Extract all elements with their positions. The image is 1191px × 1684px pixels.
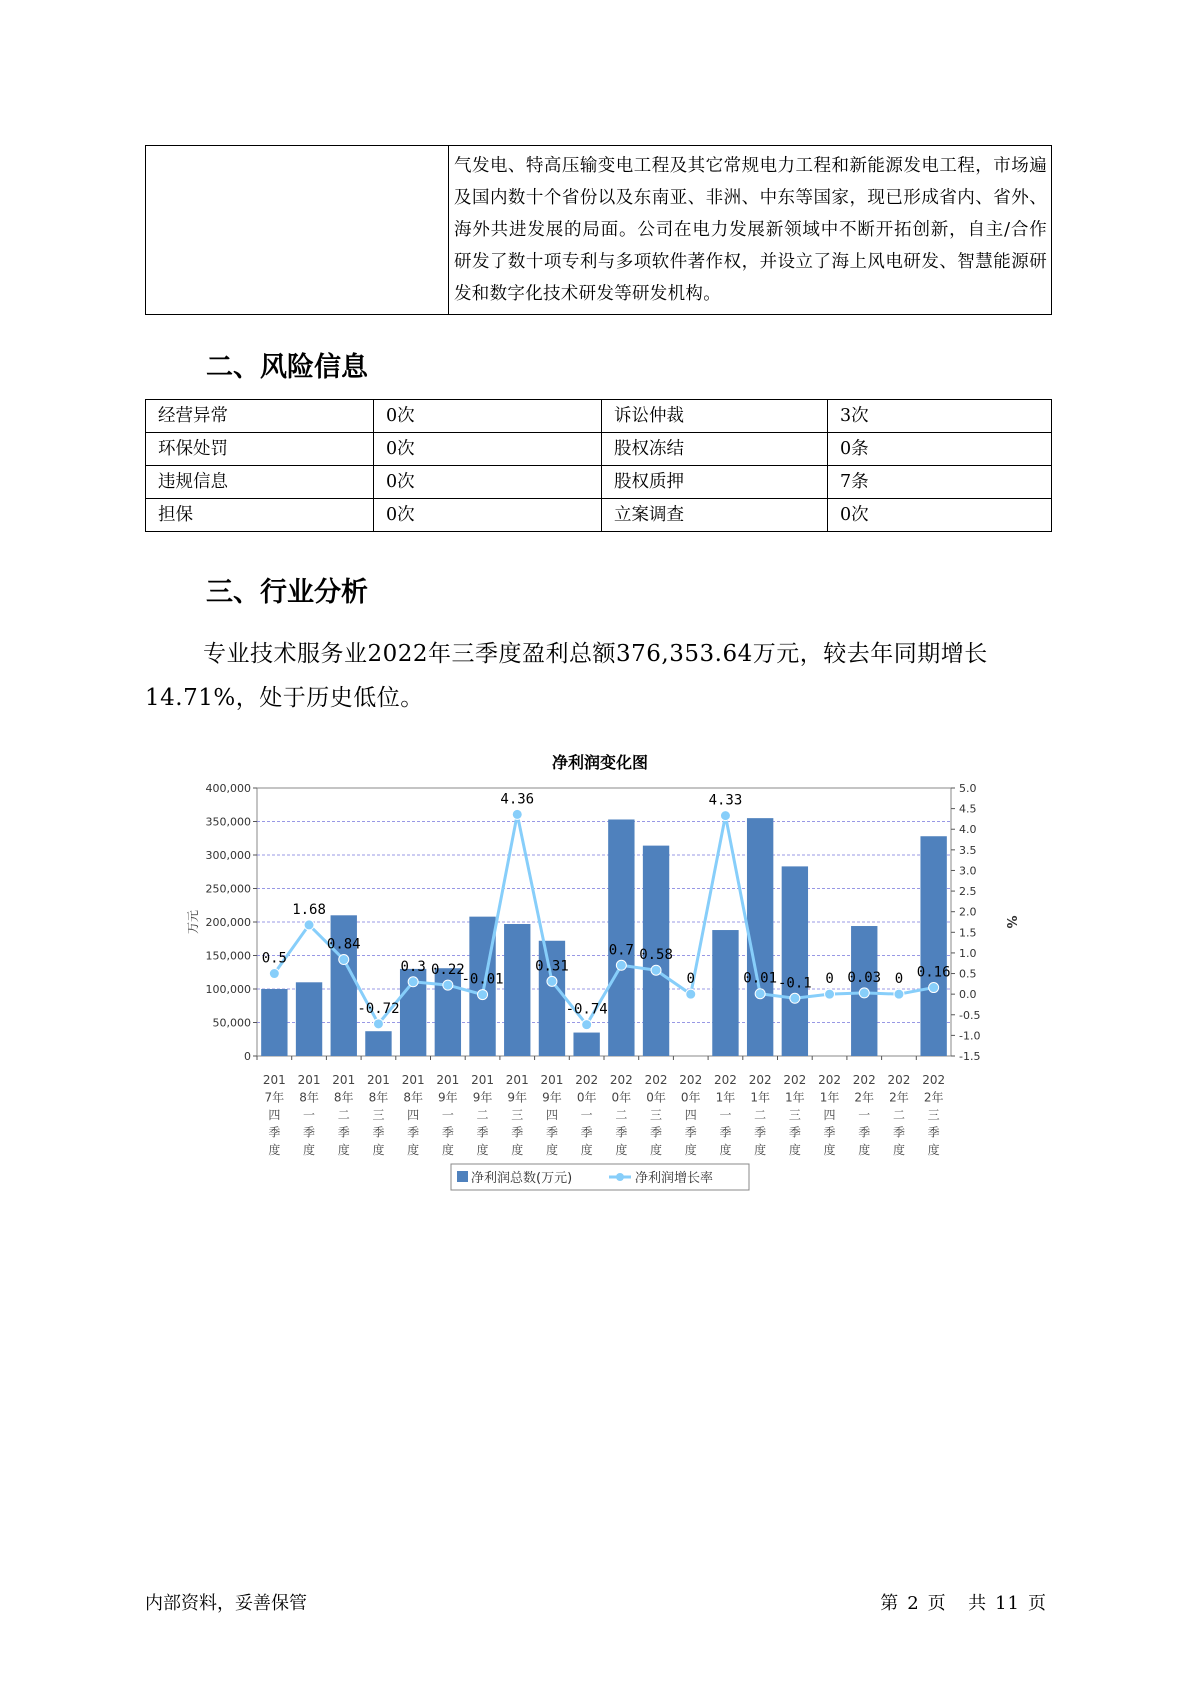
industry-paragraph: 专业技术服务业2022年三季度盈利总额376,353.64万元，较去年同期增长14.71%，处于历史低位。 [145, 641, 988, 711]
footer-total-label-a: 共 [968, 1593, 988, 1614]
y2-tick-label: 3.5 [959, 843, 977, 857]
bar [747, 818, 773, 1056]
y2-tick-label: -0.5 [959, 1008, 981, 1022]
growth-point [755, 989, 765, 999]
risk-label: 经营异常 [146, 400, 374, 433]
footer-page-num: 2 [907, 1593, 920, 1614]
x-tick-label: 202 1年二季度 [748, 1073, 772, 1157]
growth-label: 0 [825, 971, 834, 988]
growth-point [894, 989, 904, 999]
growth-point [720, 811, 730, 821]
intro-table-left-cell [146, 146, 449, 315]
x-tick-label: 202 1年四季度 [818, 1073, 842, 1157]
y-tick-label: 200,000 [205, 916, 251, 929]
x-tick-label: 201 9年三季度 [505, 1073, 529, 1157]
y-tick-label: 250,000 [205, 882, 251, 896]
y2-tick-label: -1.0 [959, 1029, 981, 1043]
growth-label: 4.36 [500, 791, 535, 808]
net-profit-chart [175, 738, 1035, 1198]
risk-row [146, 466, 1052, 499]
growth-label: 4.33 [708, 792, 743, 809]
y-tick-label: 100,000 [205, 983, 251, 996]
y2-axis-title: % [1003, 915, 1018, 929]
x-tick-label: 201 8年四季度 [401, 1073, 425, 1157]
risk-label: 股权冻结 [602, 433, 828, 466]
legend-line-marker [616, 1173, 624, 1181]
y2-tick-label: 1.0 [959, 946, 977, 960]
footer-page-label-a: 第 [880, 1593, 900, 1614]
intro-table-right-cell [449, 146, 1052, 315]
risk-label: 担保 [146, 499, 374, 532]
growth-label: 0.22 [430, 962, 465, 979]
growth-point [443, 980, 453, 990]
intro-table [145, 145, 1052, 315]
risk-value: 0次 [374, 433, 602, 466]
footer-confidential: 内部资料，妥善保管 [145, 1593, 307, 1614]
bar [296, 982, 322, 1056]
risk-value: 0条 [828, 433, 1052, 466]
risk-value: 0次 [828, 499, 1052, 532]
y2-tick-label: 3.0 [959, 864, 977, 878]
bar [608, 819, 634, 1056]
risk-heading: 二、风险信息 [206, 352, 368, 383]
growth-label: 0.01 [743, 970, 778, 987]
footer-page-info [876, 1589, 1051, 1615]
x-tick-label: 201 9年四季度 [540, 1073, 564, 1157]
risk-row [146, 400, 1052, 433]
bar [504, 924, 530, 1056]
risk-label: 违规信息 [146, 466, 374, 499]
chart-title: 净利润变化图 [551, 753, 648, 772]
risk-label: 立案调查 [602, 499, 828, 532]
growth-label: 0.3 [400, 958, 426, 975]
risk-value: 3次 [828, 400, 1052, 433]
x-tick-label: 202 0年三季度 [644, 1073, 668, 1157]
growth-label: 0.7 [608, 942, 634, 959]
bar [712, 930, 738, 1056]
footer-total-label-b: 页 [1028, 1593, 1047, 1614]
x-tick-label: 202 0年二季度 [609, 1073, 633, 1157]
x-tick-label: 202 0年一季度 [575, 1073, 599, 1157]
growth-label: -0.1 [777, 975, 812, 992]
y-axis-title: 万元 [186, 909, 200, 935]
risk-label: 股权质押 [602, 466, 828, 499]
growth-label: 0.03 [847, 969, 882, 986]
legend-bar-swatch [457, 1171, 468, 1182]
growth-point [547, 976, 557, 986]
growth-label: 0.5 [261, 950, 287, 967]
risk-value: 7条 [828, 466, 1052, 499]
growth-label: 1.68 [292, 901, 326, 918]
risk-value: 0次 [374, 400, 602, 433]
bar [261, 989, 287, 1056]
growth-label: 0.58 [639, 947, 673, 964]
y2-tick-label: -1.5 [959, 1050, 981, 1063]
growth-label: 0.84 [326, 936, 361, 953]
growth-label: -0.01 [461, 971, 504, 988]
growth-point [825, 989, 835, 999]
x-tick-label: 202 2年二季度 [887, 1073, 911, 1157]
risk-value: 0次 [374, 466, 602, 499]
x-tick-label: 202 2年一季度 [852, 1073, 876, 1157]
y-tick-label: 150,000 [205, 949, 251, 963]
growth-label: -0.74 [565, 1001, 608, 1018]
x-tick-label: 201 9年二季度 [471, 1073, 495, 1157]
x-tick-label: 202 0年四季度 [679, 1073, 703, 1157]
growth-point [616, 960, 626, 970]
growth-label: -0.72 [357, 1000, 400, 1017]
y2-tick-label: 1.5 [959, 926, 977, 940]
y2-tick-label: 2.5 [959, 885, 977, 899]
y-tick-label: 350,000 [205, 815, 251, 829]
bar [573, 1033, 599, 1056]
growth-point [929, 983, 939, 993]
footer-page-label-b: 页 [927, 1593, 947, 1614]
y2-tick-label: 0.0 [959, 988, 977, 1002]
risk-value: 0次 [374, 499, 602, 532]
growth-point [408, 977, 418, 987]
x-tick-label: 202 2年三季度 [922, 1073, 946, 1157]
x-tick-label: 201 8年二季度 [332, 1073, 356, 1157]
legend-bar-label: 净利润总数(万元) [471, 1171, 573, 1186]
growth-point [304, 920, 314, 930]
growth-point [859, 988, 869, 998]
x-tick-label: 201 7年四季度 [262, 1073, 286, 1157]
growth-point [582, 1020, 592, 1030]
growth-label: 0.16 [916, 964, 951, 981]
growth-point [373, 1019, 383, 1029]
growth-point [478, 990, 488, 1000]
y2-tick-label: 2.0 [959, 905, 977, 919]
y-tick-label: 400,000 [205, 782, 251, 795]
risk-row [146, 433, 1052, 466]
x-tick-label: 201 8年一季度 [297, 1073, 321, 1157]
growth-label: 0 [686, 971, 695, 988]
growth-point [512, 809, 522, 819]
y2-tick-label: 4.5 [959, 802, 977, 816]
bar [365, 1031, 391, 1056]
y2-tick-label: 0.5 [959, 967, 977, 981]
risk-row [146, 499, 1052, 532]
x-tick-label: 202 1年一季度 [713, 1073, 737, 1157]
company-intro-text: 气发电、特高压输变电工程及其它常规电力工程和新能源发电工程，市场遍及国内数十个省份以及东南亚、非洲、中东等国家，现已形成省内、省外、海外共进发展的局面。公司在电力发展新领域中不断开拓创新，自主/合作研发了数十项专利与多项软件著作权，并设立了海上风电研发、智慧能源研发和数字化技术研发等研发机构。 [454, 156, 1047, 304]
risk-table [145, 399, 1052, 532]
growth-point [339, 955, 349, 965]
y2-tick-label: 5.0 [959, 782, 977, 795]
footer-total-num: 11 [995, 1593, 1020, 1614]
bar [920, 836, 946, 1056]
growth-label: 0 [894, 971, 904, 988]
growth-point [651, 965, 661, 975]
risk-label: 环保处罚 [146, 433, 374, 466]
growth-point [790, 993, 800, 1003]
y-tick-label: 300,000 [205, 849, 251, 862]
legend-line-label: 净利润增长率 [635, 1171, 714, 1186]
growth-point [686, 989, 696, 999]
x-tick-label: 201 9年一季度 [436, 1073, 460, 1157]
growth-label: 0.31 [535, 958, 569, 975]
bar [782, 866, 808, 1056]
chart-svg [175, 738, 1035, 1198]
x-tick-label: 202 1年三季度 [783, 1073, 807, 1157]
y-tick-label: 50,000 [212, 1016, 251, 1030]
x-tick-label: 201 8年三季度 [366, 1073, 390, 1157]
y2-tick-label: 4.0 [959, 823, 977, 837]
risk-label: 诉讼仲裁 [602, 400, 828, 433]
industry-heading: 三、行业分析 [206, 577, 368, 608]
growth-point [269, 969, 279, 979]
y-tick-label: 0 [244, 1050, 251, 1063]
